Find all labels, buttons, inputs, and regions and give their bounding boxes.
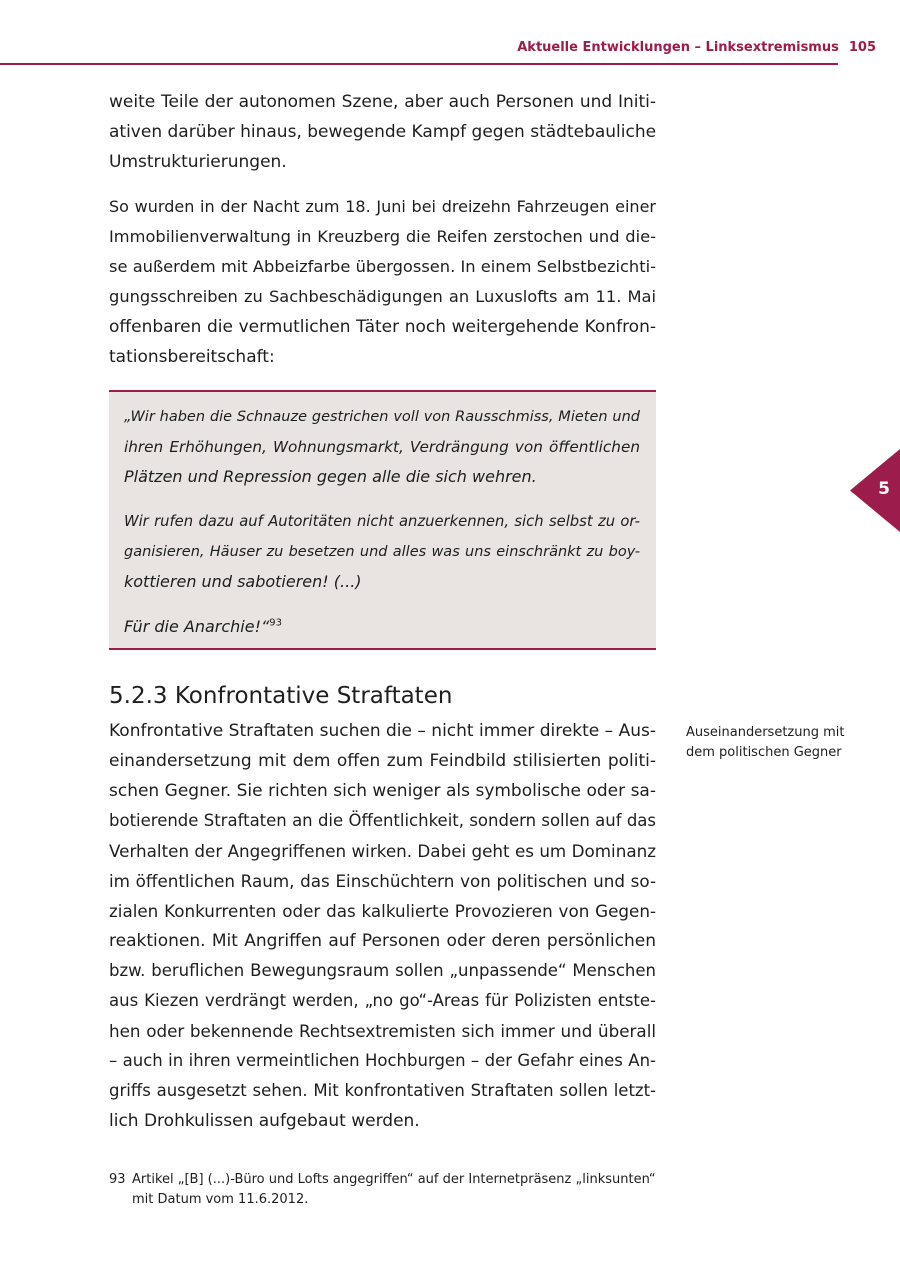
quote-line xyxy=(124,612,640,642)
text-line: offenbaren die vermutlichen Täter noch weitergehende Konfron- xyxy=(109,317,656,337)
text-line: aus Kiezen verdrängt werden, „no go“-Areas für Polizisten entste- xyxy=(109,991,656,1010)
footnote-line: Artikel „[B] (...)-Büro und Lofts angegriffen“ auf der Internetpräsenz „linksunten“ xyxy=(132,1172,656,1187)
text-line: einandersetzung mit dem offen zum Feindbild stilisierten politi- xyxy=(109,751,656,771)
text-line: – auch in ihren vermeintlichen Hochburgen – der Gefahr eines An- xyxy=(109,1051,656,1070)
page-number: 105 xyxy=(848,40,876,55)
footnote-line: mit Datum vom 11.6.2012. xyxy=(132,1192,309,1207)
footnote-reference[interactable]: 93 xyxy=(269,617,283,629)
running-head-title: Aktuelle Entwicklungen – Linksextremismus xyxy=(517,40,839,55)
text-line: Verhalten der Angegriffenen wirken. Dabei geht es um Dominanz xyxy=(109,841,656,861)
text-line: Umstrukturierungen. xyxy=(109,152,287,172)
chapter-number: 5 xyxy=(878,479,890,499)
section-paragraph xyxy=(109,716,656,1136)
quote-paragraph-2 xyxy=(124,507,640,597)
text-line: reaktionen. Mit Angriffen auf Personen oder deren persönlichen xyxy=(109,931,656,951)
quote-line: Wir rufen dazu auf Autoritäten nicht anzuerkennen, sich selbst zu or- xyxy=(124,513,640,530)
quote-paragraph-3 xyxy=(124,612,640,642)
quote-paragraph-1 xyxy=(124,402,640,492)
text-line: schen Gegner. Sie richten sich weniger als symbolische oder sa- xyxy=(109,781,656,801)
text-line: tationsbereitschaft: xyxy=(109,347,275,367)
quote-box xyxy=(109,390,656,650)
text-line: lich Drohkulissen aufgebaut werden. xyxy=(109,1111,420,1131)
marginal-note-line: dem politischen Gegner xyxy=(686,745,842,760)
text-line: im öffentlichen Raum, das Einschüchtern von politischen und so- xyxy=(109,871,656,891)
chapter-tab xyxy=(850,449,900,532)
quote-line: Plätzen und Repression gegen alle die sich wehren. xyxy=(124,467,537,486)
body-paragraph-2 xyxy=(109,192,656,372)
marginal-note xyxy=(686,723,856,763)
text-line: bzw. beruflichen Bewegungsraum sollen „unpassende“ Menschen xyxy=(109,961,656,980)
quote-closing-text: Für die Anarchie!“ xyxy=(124,617,270,636)
quote-line: ihren Erhöhungen, Wohnungsmarkt, Verdrängung von öffentlichen xyxy=(124,438,640,456)
text-line: botierende Straftaten an die Öffentlichkeit, sondern sollen auf das xyxy=(109,811,656,830)
section-heading: 5.2.3 Konfrontative Straftaten xyxy=(109,683,453,709)
text-line: Konfrontative Straftaten suchen die – nicht immer direkte – Aus- xyxy=(109,721,656,741)
text-line: hen oder bekennende Rechtsextremisten sich immer und überall xyxy=(109,1021,656,1041)
text-line: gungsschreiben zu Sachbeschädigungen an Luxuslofts am 11. Mai xyxy=(109,287,656,306)
text-line: ativen darüber hinaus, bewegende Kampf gegen städtebauliche xyxy=(109,122,657,142)
footnote-text xyxy=(132,1170,662,1210)
quote-line: ganisieren, Häuser zu besetzen und alles was uns einschränkt zu boy- xyxy=(124,544,640,560)
running-head xyxy=(0,40,876,60)
text-line: zialen Konkurrenten oder das kalkulierte Provozieren von Gegen- xyxy=(109,901,656,921)
quote-line: kottieren und sabotieren! (...) xyxy=(124,572,362,591)
text-line: se außerdem mit Abbeizfarbe übergossen. In einem Selbstbezichti- xyxy=(109,257,656,276)
footnote-number: 93 xyxy=(109,1172,126,1187)
body-paragraph-1 xyxy=(109,87,656,177)
header-rule xyxy=(0,63,838,65)
marginal-note-line: Auseinandersetzung mit xyxy=(686,725,845,740)
text-line: griffs ausgesetzt sehen. Mit konfrontativen Straftaten sollen letzt- xyxy=(109,1081,656,1100)
quote-line: „Wir haben die Schnauze gestrichen voll von Rausschmiss, Mieten und xyxy=(124,409,640,425)
text-line: Immobilienverwaltung in Kreuzberg die Reifen zerstochen und die- xyxy=(109,227,656,246)
text-line: weite Teile der autonomen Szene, aber auch Personen und Initi- xyxy=(109,92,656,112)
text-line: So wurden in der Nacht zum 18. Juni bei dreizehn Fahrzeugen einer xyxy=(109,197,656,216)
